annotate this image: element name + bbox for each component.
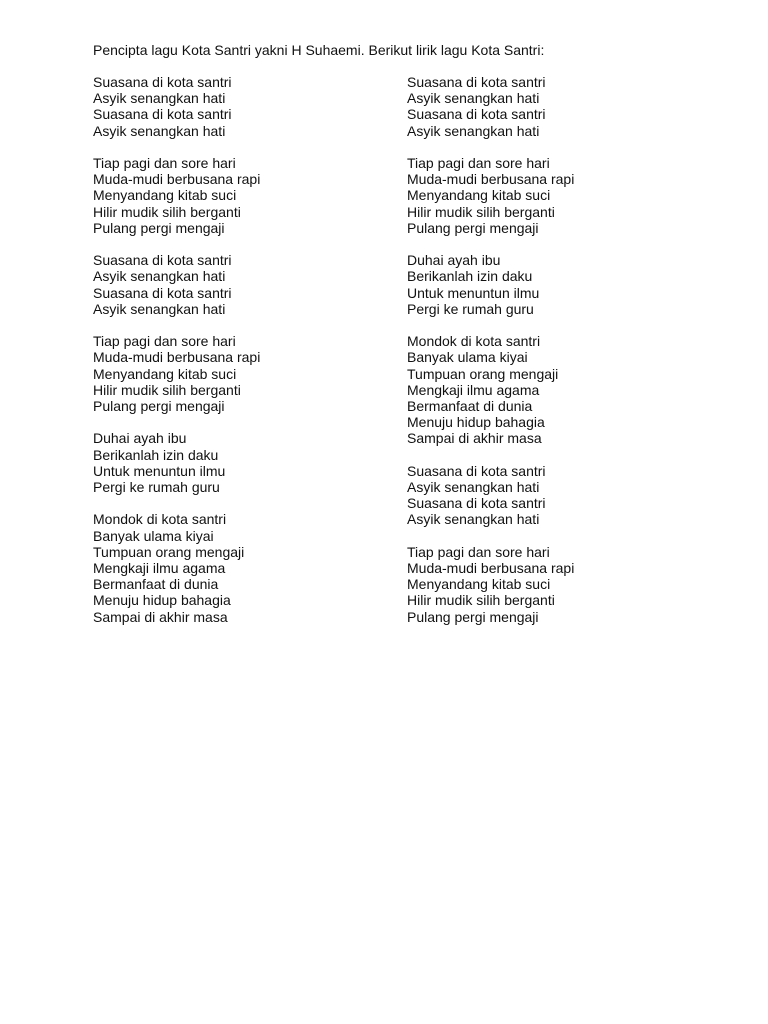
stanza bbox=[93, 74, 260, 139]
lyric-line: Mondok di kota santri bbox=[93, 511, 227, 528]
lyric-line: Berikanlah izin daku bbox=[93, 446, 219, 463]
lyric-line: Tiap pagi dan sore hari bbox=[407, 155, 550, 171]
lyric-line: Pergi ke rumah guru bbox=[93, 479, 220, 496]
lyric-line: Tiap pagi dan sore hari bbox=[93, 333, 236, 350]
lyric-line: Mengkaji ilmu agama bbox=[407, 381, 540, 398]
lyric-line: Suasana di kota santri bbox=[93, 284, 232, 301]
lyric-line: Muda-mudi berbusana rapi bbox=[93, 171, 261, 188]
lyric-line: Asyik senangkan hati bbox=[93, 122, 226, 139]
stanza bbox=[93, 430, 260, 495]
lyric-line: Banyak ulama kiyai bbox=[93, 527, 214, 544]
lyric-line: Tumpuan orang mengaji bbox=[93, 543, 245, 560]
lyric-line: Asyik senangkan hati bbox=[407, 122, 540, 139]
stanza bbox=[93, 252, 260, 317]
lyric-line: Suasana di kota santri bbox=[407, 462, 546, 479]
lyric-line: Muda-mudi berbusana rapi bbox=[407, 560, 575, 577]
lyric-line: Pergi ke rumah guru bbox=[407, 300, 534, 317]
lyric-line: Tumpuan orang mengaji bbox=[407, 365, 559, 382]
stanza bbox=[93, 333, 260, 414]
lyric-line: Bermanfaat di dunia bbox=[93, 576, 219, 593]
lyric-line: Duhai ayah ibu bbox=[93, 430, 187, 447]
lyric-line: Menuju hidup bahagia bbox=[407, 414, 545, 431]
lyric-line: Asyik senangkan hati bbox=[93, 90, 226, 107]
lyric-line: Tiap pagi dan sore hari bbox=[407, 543, 550, 560]
lyric-line: Suasana di kota santri bbox=[407, 495, 546, 512]
lyric-line: Muda-mudi berbusana rapi bbox=[407, 171, 575, 188]
lyric-line: Suasana di kota santri bbox=[93, 252, 232, 269]
lyric-line: Tiap pagi dan sore hari bbox=[93, 155, 236, 171]
lyric-line: Sampai di akhir masa bbox=[93, 608, 228, 625]
stanza bbox=[407, 155, 574, 236]
stanza bbox=[407, 252, 574, 317]
lyric-line: Suasana di kota santri bbox=[93, 106, 232, 123]
lyric-line: Suasana di kota santri bbox=[93, 74, 232, 90]
lyric-line: Menyandang kitab suci bbox=[93, 365, 237, 382]
lyric-line: Asyik senangkan hati bbox=[407, 90, 540, 107]
lyric-line: Pulang pergi mengaji bbox=[407, 219, 539, 236]
stanza bbox=[407, 463, 574, 528]
stanza bbox=[93, 155, 260, 236]
lyric-line: Mondok di kota santri bbox=[407, 333, 541, 350]
lyric-line: Mengkaji ilmu agama bbox=[93, 560, 226, 577]
lyric-line: Asyik senangkan hati bbox=[93, 300, 226, 317]
stanza bbox=[407, 74, 574, 139]
lyrics-left-column bbox=[93, 74, 260, 625]
lyric-line: Menyandang kitab suci bbox=[407, 576, 551, 593]
lyric-line: Untuk menuntun ilmu bbox=[407, 284, 540, 301]
stanza bbox=[93, 511, 260, 624]
lyric-line: Berikanlah izin daku bbox=[407, 268, 533, 285]
lyric-line: Menyandang kitab suci bbox=[93, 187, 237, 204]
lyric-line: Pulang pergi mengaji bbox=[407, 608, 539, 625]
lyric-line: Duhai ayah ibu bbox=[407, 252, 501, 269]
lyric-line: Asyik senangkan hati bbox=[407, 479, 540, 496]
lyric-line: Suasana di kota santri bbox=[407, 74, 546, 90]
lyric-line: Hilir mudik silih berganti bbox=[407, 592, 555, 609]
intro-text: Pencipta lagu Kota Santri yakni H Suhaemi. Berikut lirik lagu Kota Santri: bbox=[93, 42, 545, 58]
lyric-line: Asyik senangkan hati bbox=[93, 268, 226, 285]
lyric-line: Sampai di akhir masa bbox=[407, 430, 542, 447]
lyric-line: Suasana di kota santri bbox=[407, 106, 546, 123]
lyric-line: Banyak ulama kiyai bbox=[407, 349, 528, 366]
stanza bbox=[407, 333, 574, 446]
lyric-line: Menuju hidup bahagia bbox=[93, 592, 231, 609]
stanza bbox=[407, 544, 574, 625]
lyric-line: Muda-mudi berbusana rapi bbox=[93, 349, 261, 366]
lyric-line: Asyik senangkan hati bbox=[407, 511, 540, 528]
lyric-line: Hilir mudik silih berganti bbox=[407, 203, 555, 220]
lyric-line: Hilir mudik silih berganti bbox=[93, 381, 241, 398]
lyric-line: Bermanfaat di dunia bbox=[407, 398, 533, 415]
lyric-line: Hilir mudik silih berganti bbox=[93, 203, 241, 220]
lyrics-right-column bbox=[407, 74, 574, 625]
lyric-line: Pulang pergi mengaji bbox=[93, 398, 225, 415]
lyric-line: Pulang pergi mengaji bbox=[93, 219, 225, 236]
lyric-line: Menyandang kitab suci bbox=[407, 187, 551, 204]
lyric-line: Untuk menuntun ilmu bbox=[93, 462, 226, 479]
